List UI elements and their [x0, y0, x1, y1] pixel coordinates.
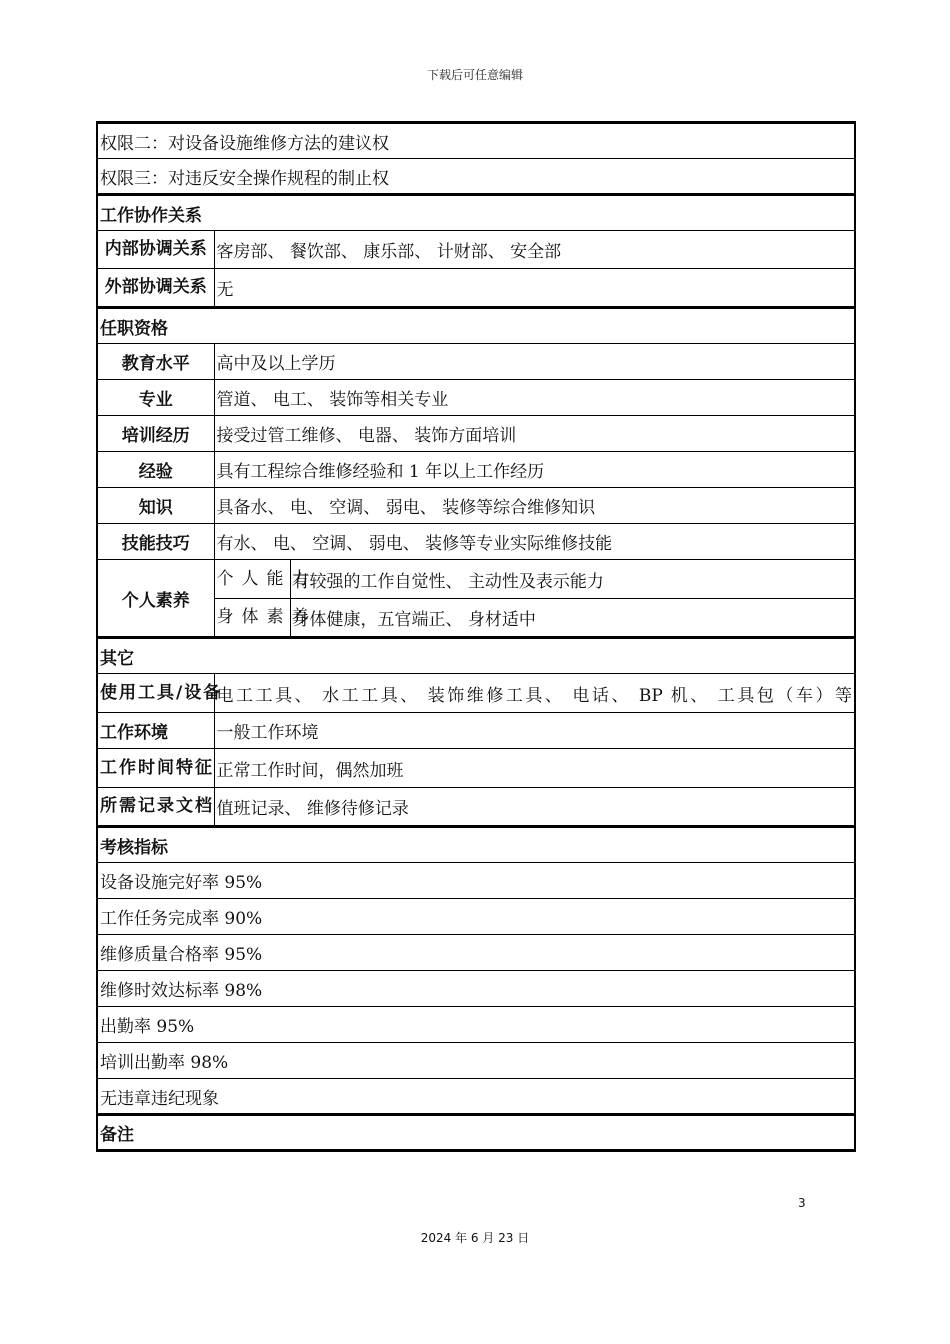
permission-row [97, 123, 855, 159]
tools-value: 电工工具、 水工工具、 装饰维修工具、 电话、 BP 机、 工具包（车）等 [214, 674, 855, 713]
records-value: 值班记录、 维修待修记录 [214, 788, 855, 827]
physical-quality-label: 身体素养 [214, 599, 290, 638]
qualifications-title: 任职资格 [97, 308, 855, 344]
personal-ability-label: 个人能力 [214, 560, 290, 599]
assessment-item: 无违章违纪现象 [97, 1079, 855, 1115]
internal-coordination-value: 客房部、 餐饮部、 康乐部、 计财部、 安全部 [214, 231, 855, 269]
cooperation-title: 工作协作关系 [97, 195, 855, 231]
table-row [97, 416, 855, 452]
skills-value: 有水、 电、 空调、 弱电、 装修等专业实际维修技能 [214, 524, 855, 560]
assessment-title: 考核指标 [97, 827, 855, 863]
experience-value: 具有工程综合维修经验和 1 年以上工作经历 [214, 452, 855, 488]
assessment-item: 培训出勤率 98% [97, 1043, 855, 1079]
footer-date: 2024 年 6 月 23 日 [420, 1231, 530, 1245]
list-item [97, 1043, 855, 1079]
assessment-item: 维修质量合格率 95% [97, 935, 855, 971]
internal-coordination-label: 内部协调关系 [97, 231, 214, 269]
work-time-value: 正常工作时间，偶然加班 [214, 749, 855, 788]
knowledge-value: 具备水、 电、 空调、 弱电、 装修等综合维修知识 [214, 488, 855, 524]
skills-label: 技能技巧 [97, 524, 214, 560]
remarks-title: 备注 [97, 1115, 855, 1151]
major-label: 专业 [97, 380, 214, 416]
knowledge-label: 知识 [97, 488, 214, 524]
table-row [97, 788, 855, 827]
table-row [97, 524, 855, 560]
table-row [97, 674, 855, 713]
assessment-item: 设备设施完好率 95% [97, 863, 855, 899]
list-item [97, 1007, 855, 1043]
personal-quality-label: 个人素养 [97, 560, 214, 638]
table-row [97, 749, 855, 788]
list-item [97, 971, 855, 1007]
education-label: 教育水平 [97, 344, 214, 380]
assessment-item: 工作任务完成率 90% [97, 899, 855, 935]
training-label: 培训经历 [97, 416, 214, 452]
tools-label: 使用工具/设备 [97, 674, 214, 713]
job-description-table [96, 121, 856, 1152]
training-value: 接受过管工维修、 电器、 装饰方面培训 [214, 416, 855, 452]
assessment-item: 出勤率 95% [97, 1007, 855, 1043]
list-item [97, 1079, 855, 1115]
section-header-row [97, 195, 855, 231]
section-header-row [97, 638, 855, 674]
major-value: 管道、 电工、 装饰等相关专业 [214, 380, 855, 416]
table-row [97, 452, 855, 488]
list-item [97, 899, 855, 935]
permission-2: 权限二：对设备设施维修方法的建议权 [97, 123, 855, 159]
permission-row [97, 159, 855, 195]
table-row [97, 380, 855, 416]
external-coordination-label: 外部协调关系 [97, 269, 214, 308]
table-row [97, 560, 855, 599]
work-environment-label: 工作环境 [97, 713, 214, 749]
table-row [97, 713, 855, 749]
list-item [97, 935, 855, 971]
list-item [97, 863, 855, 899]
personal-ability-value: 有较强的工作自觉性、 主动性及表示能力 [290, 560, 855, 599]
section-header-row [97, 1115, 855, 1151]
work-environment-value: 一般工作环境 [214, 713, 855, 749]
records-label: 所需记录文档 [97, 788, 214, 827]
physical-quality-value: 身体健康，五官端正、 身材适中 [290, 599, 855, 638]
work-time-label: 工作时间特征 [97, 749, 214, 788]
table-row [97, 269, 855, 308]
header-note: 下载后可任意编辑 [426, 68, 523, 82]
other-title: 其它 [97, 638, 855, 674]
permission-3: 权限三：对违反安全操作规程的制止权 [97, 159, 855, 195]
education-value: 高中及以上学历 [214, 344, 855, 380]
table-row [97, 231, 855, 269]
external-coordination-value: 无 [214, 269, 855, 308]
section-header-row [97, 827, 855, 863]
experience-label: 经验 [97, 452, 214, 488]
page-number: 3 [798, 1196, 806, 1210]
table-row [97, 344, 855, 380]
table-row [97, 488, 855, 524]
section-header-row [97, 308, 855, 344]
assessment-item: 维修时效达标率 98% [97, 971, 855, 1007]
